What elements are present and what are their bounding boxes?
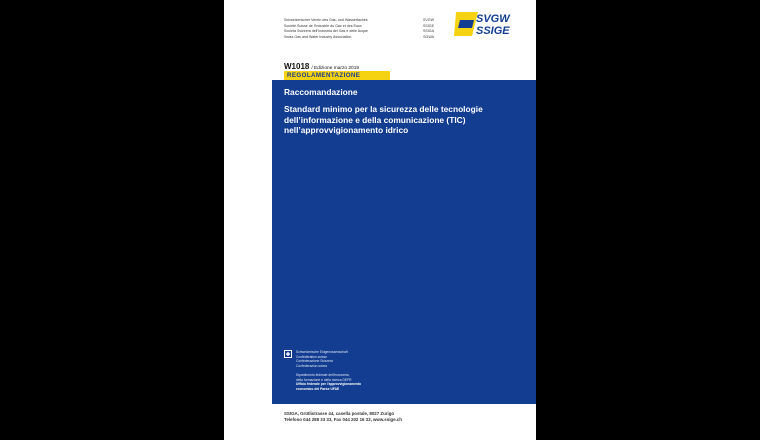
federal-line: Confederazione Svizzera <box>296 359 333 364</box>
logo-line2: SSIGE <box>476 25 510 37</box>
publisher-address: SSIGA, Grütlistrasse 44, casella postale, 8027 Zurigo <box>284 411 395 416</box>
association-abbr: SSIGE <box>423 23 434 28</box>
association-name: Schweizerischer Verein des Gas- und Wasserfaches <box>284 18 368 22</box>
publisher-footer <box>284 411 524 424</box>
federal-office-line: Ufficio federale per l’approvvigionamento <box>296 382 362 387</box>
category-band: REGOLAMENTAZIONE <box>284 71 390 80</box>
document-number-line <box>284 62 359 71</box>
document-number: W1018 <box>284 62 310 71</box>
document-title: Standard minimo per la sicurezza delle tecnologie dell’informazione e della comunicazione (TIC) nell’approvvigionamento idrico <box>284 104 483 135</box>
association-abbr: SSIGA <box>423 29 434 34</box>
federal-line: Schweizerische Eidgenossenschaft <box>296 350 348 354</box>
association-name: Swiss Gas and Water Industry Association <box>284 34 352 39</box>
association-abbr: SVGW <box>423 18 434 22</box>
association-abbr: SGWA <box>423 34 434 39</box>
publisher-contact: Telefono 044 288 33 33, Fax 044 202 16 33, www.ssige.ch <box>284 417 402 423</box>
association-name: Société Suisse de l’Industrie du Gaz et des Eaux <box>284 23 362 28</box>
cover-panel <box>272 80 536 404</box>
swiss-cross-icon <box>284 350 292 358</box>
federal-line: Confederaziun svizra <box>296 363 327 368</box>
svgw-logo-icon <box>454 10 514 38</box>
federal-office-line: economico del Paese UFAE <box>296 386 340 391</box>
document-edition: / Edizione marzo 2019 <box>311 66 360 71</box>
document-kicker: Raccomandazione <box>284 87 358 97</box>
document-cover <box>224 0 536 440</box>
federal-dept-line: della formazione e della ricerca DEFR <box>296 377 352 382</box>
federal-line: Confédération suisse <box>296 354 327 359</box>
association-list <box>284 18 434 40</box>
federal-block <box>296 350 406 391</box>
federal-dept-line: Dipartimento federale dell’economia, <box>296 372 350 377</box>
logo-line1: SVGW <box>476 13 510 25</box>
association-name: Società Svizzera dell’Industria del Gas e delle Acque <box>284 29 368 34</box>
association-row <box>284 35 434 41</box>
